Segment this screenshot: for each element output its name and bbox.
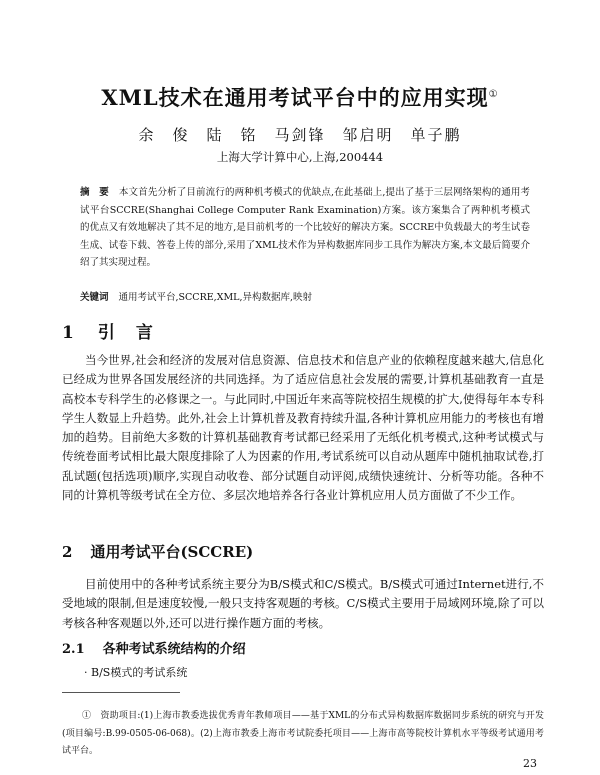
page-number: 23	[523, 757, 537, 770]
section-2-heading	[62, 541, 253, 562]
section-2-title: 通用考试平台(SCCRE)	[90, 543, 254, 561]
paper-title	[0, 82, 600, 112]
keywords-text: 通用考试平台,SCCRE,XML,异构数据库,映射	[118, 292, 313, 303]
subsection-2-1-title: 各种考试系统结构的介绍	[102, 642, 246, 657]
bullet-item: · B/S模式的考试系统	[84, 666, 188, 679]
keywords	[80, 289, 530, 306]
footnote-divider	[62, 692, 180, 693]
footnote: ① 资助项目:(1)上海市教委选拔优秀青年教师项目——基于XML的分布式异构数据库数据同步系统的研究与开发(项目编号:B.99-0505-06-068)。(2)上海市教委上海市考试院委托项目——上海市高等院校计算机水平等级考试通用考试平台。	[62, 711, 544, 756]
affiliation: 上海大学计算中心,上海,200444	[216, 150, 384, 164]
section-1-paragraph: 当今世界,社会和经济的发展对信息资源、信息技术和信息产业的依赖程度越来越大,信息化已经成为世界各国发展经济的共同选择。为了适应信息社会发展的需要,计算机基础教育一直是高校本专科学生的必修课之一。与此同时,中国近年来高等院校招生规模的扩大,使得每年本专科学生人数显上升趋势。此外,社会上计算机普及教育持续升温,各种计算机应用能力的考核也有增加的趋势。目前绝大多数的计算机基础教育考试都已经采用了无纸化机考模式,这种考试模式与传统卷面考试相比最大限度排除了人为因素的作用,考试系统可以自动从题库中随机抽取试卷,打乱试题(包括选项)顺序,实现自动收卷、部分试题自动评阅,成绩快速统计、分析等功能。各种不同的计算机等级考试在全方位、多层次地培养各行各业计算机应用人员方面做了不少工作。	[62, 353, 544, 503]
subsection-2-1-heading	[62, 638, 246, 657]
author-list: 余 俊 陆 铭 马剑锋 邹启明 单子鹏	[138, 126, 462, 144]
subsection-2-1-number: 2.1	[62, 642, 85, 657]
section-2-paragraph: 目前使用中的各种考试系统主要分为B/S模式和C/S模式。B/S模式可通过Internet进行,不受地域的限制,但是速度较慢,一般只支持客观题的考核。C/S模式主要用于局域网环境,除了可以考核各种客观题以外,还可以进行操作题方面的考核。	[62, 577, 544, 630]
paper-title-text: XML技术在通用考试平台中的应用实现	[101, 85, 489, 110]
section-2-number: 2	[62, 543, 73, 561]
section-1-number: 1	[62, 323, 76, 343]
keywords-label: 关键词	[80, 292, 109, 303]
section-1-title: 引 言	[97, 323, 155, 343]
section-1-heading	[62, 318, 155, 343]
title-footnote-mark: ①	[488, 89, 499, 100]
abstract-text: 本文首先分析了目前流行的两种机考模式的优缺点,在此基础上,提出了基于三层网络架构的通用考试平台SCCRE(Shanghai College Computer Rank Examination)方案。该方案集合了两种机考模式的优点又有效地解决了其不足的地方,是目前机考的一个比较好的解决方案。SCCRE中负载最大的考生试卷生成、试卷下载、答卷上传的部分,采用了XML技术作为异构数据库同步工具作为解决方案,本文最后简要介绍了其实现过程。	[80, 187, 530, 268]
abstract-label: 摘 要	[80, 187, 109, 198]
abstract	[80, 184, 530, 272]
